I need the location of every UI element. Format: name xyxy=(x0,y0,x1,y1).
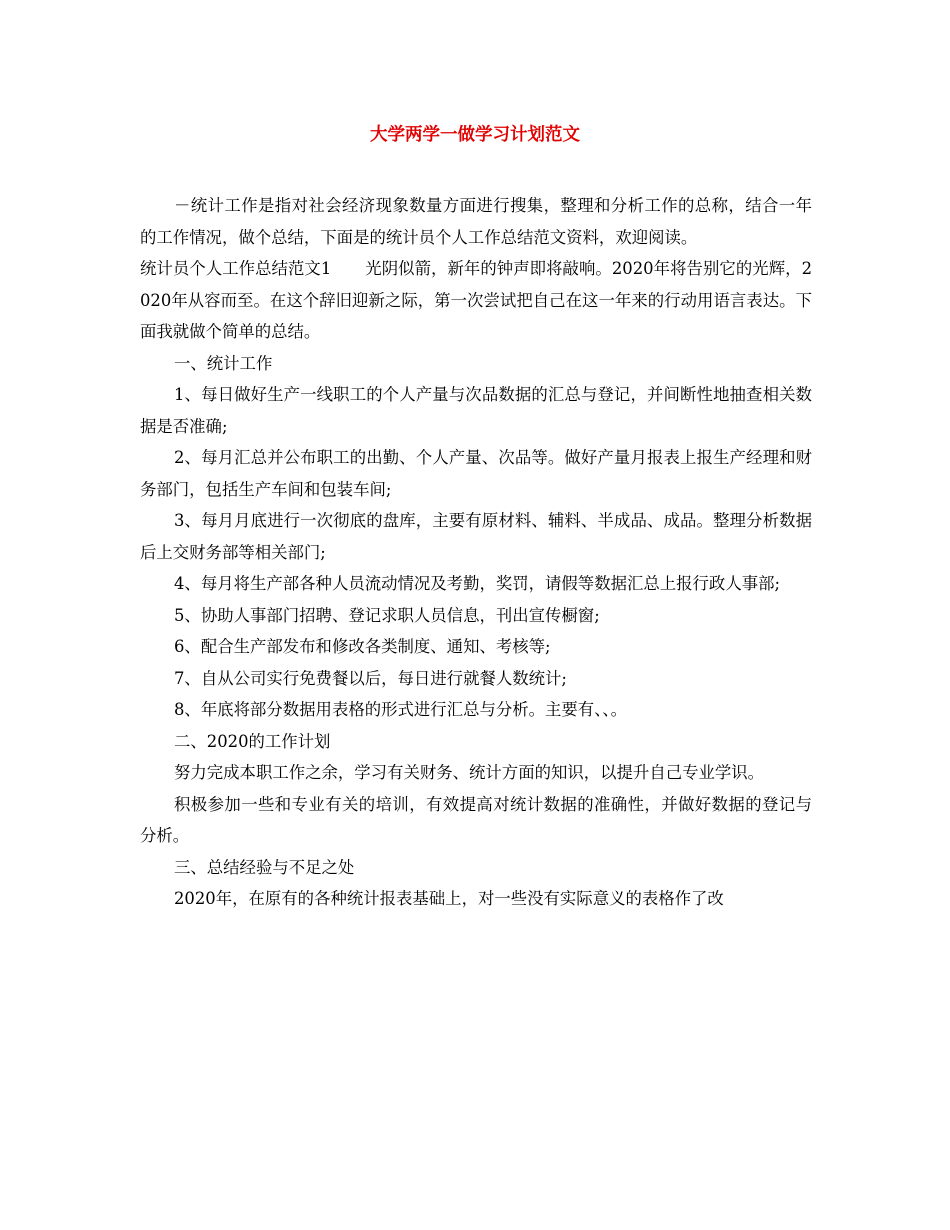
paragraph-heading: 统计员个人工作总结范文1 xyxy=(140,259,332,278)
document-title: 大学两学一做学习计划范文 xyxy=(370,125,580,145)
paragraph-text: 光阴似箭，新年的钟声即将敲响。2020年将告别它的光辉，2020年从容而至。在这个辞旧迎新之际，第一次尝试把自己在这一年来的行动用语言表达。下面我就做个简单的总结。 xyxy=(140,259,812,341)
list-item: 1、每日做好生产一线职工的个人产量与次品数据的汇总与登记，并间断性地抽查相关数据是否准确; xyxy=(140,385,812,436)
section-heading-plan: 二、2020的工作计划 xyxy=(174,731,331,751)
body-paragraph: 努力完成本职工作之余，学习有关财务、统计方面的知识，以提升自己专业学识。 xyxy=(174,763,765,782)
body-paragraph: 2020年，在原有的各种统计报表基础上，对一些没有实际意义的表格作了改 xyxy=(174,889,724,908)
section-heading-summary: 三、总结经验与不足之处 xyxy=(174,857,355,877)
intro-paragraph: －统计工作是指对社会经济现象数量方面进行搜集，整理和分析工作的总称，结合一年的工作情况，做个总结，下面是的统计员个人工作总结范文资料，欢迎阅读。 xyxy=(140,196,812,247)
document-body xyxy=(140,190,812,915)
list-item: 3、每月月底进行一次彻底的盘库，主要有原材料、辅料、半成品、成品。整理分析数据后上交财务部等相关部门; xyxy=(140,511,812,562)
list-item: 7、自从公司实行免费餐以后，每日进行就餐人数统计; xyxy=(174,668,567,688)
section-heading-statistics: 一、统计工作 xyxy=(174,353,273,373)
list-item: 8、年底将部分数据用表格的形式进行汇总与分析。主要有、、。 xyxy=(174,700,627,719)
section-paragraph xyxy=(140,253,812,348)
list-item: 4、每月将生产部各种人员流动情况及考勤，奖罚，请假等数据汇总上报行政人事部; xyxy=(174,574,781,593)
list-item: 5、协助人事部门招聘、登记求职人员信息，刊出宣传橱窗; xyxy=(174,605,600,625)
list-item: 2、每月汇总并公布职工的出勤、个人产量、次品等。做好产量月报表上报生产经理和财务部门，包括生产车间和包装车间; xyxy=(140,448,812,499)
list-item: 6、配合生产部发布和修改各类制度、通知、考核等; xyxy=(174,637,551,656)
body-paragraph: 积极参加一些和专业有关的培训，有效提高对统计数据的准确性，并做好数据的登记与分析。 xyxy=(140,794,812,845)
